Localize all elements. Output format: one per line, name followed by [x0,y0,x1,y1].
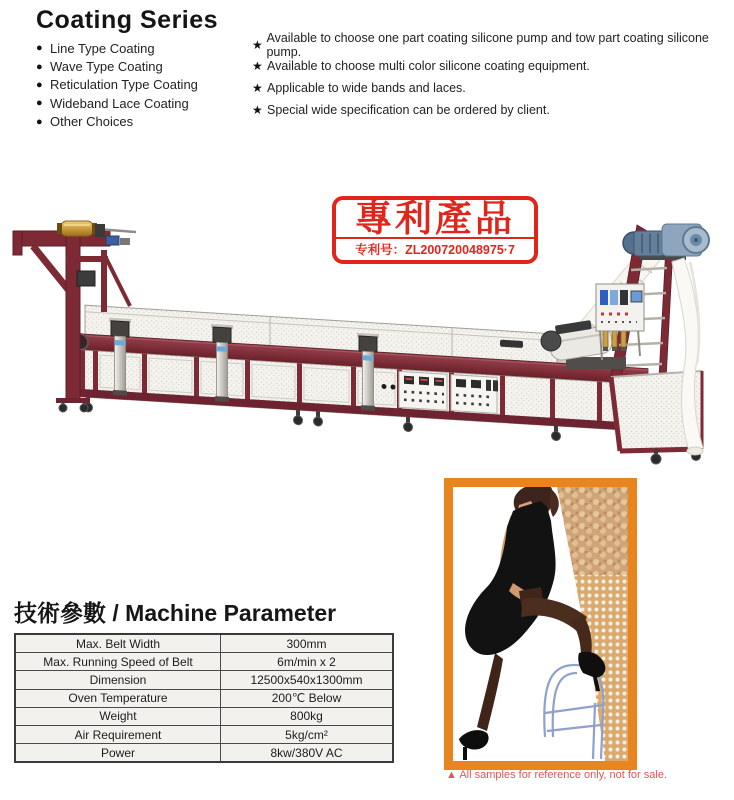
parameter-value: 12500x540x1300mm [221,671,394,689]
list-item-label: Special wide specification can be ordered by client. [267,102,550,117]
table-row [15,689,393,707]
control-cabinets [382,370,499,413]
table-row [15,725,393,743]
parameter-value: 200℃ Below [221,689,394,707]
parameter-value: 8kw/380V AC [221,744,394,763]
material-roll [60,221,94,236]
parameter-label: Max. Running Speed of Belt [15,653,221,671]
bullet-icon: ● [36,42,43,55]
list-item [252,30,730,59]
parameter-table [14,633,394,763]
star-icon: ★ [252,59,263,74]
list-item [252,99,730,121]
parameter-label: Weight [15,707,221,725]
bullet-icon: ● [36,78,43,91]
bullet-icon: ● [36,115,43,128]
star-icon: ★ [252,37,263,52]
list-item [36,39,251,57]
list-item-label: Applicable to wide bands and laces. [267,80,466,95]
star-icon: ★ [252,80,263,95]
list-item [252,77,730,99]
list-item [36,57,251,75]
bullet-icon: ● [36,60,43,73]
sample-photo-frame [444,478,637,770]
list-item-label: Available to choose multi color silicone coating equipment. [267,59,590,74]
parameter-label: Oven Temperature [15,689,221,707]
oven-handle [500,340,523,348]
parameter-value: 5kg/cm² [221,725,394,743]
parameter-value: 800kg [221,707,394,725]
patent-stamp [332,196,538,264]
list-item-label: Line Type Coating [50,40,155,56]
coating-type-list [36,39,251,131]
table-row [15,744,393,763]
list-item-label: Available to choose one part coating silicone pump and tow part coating silicone pump. [266,30,709,59]
parameter-label: Dimension [15,671,221,689]
parameter-label: Max. Belt Width [15,634,221,653]
bullet-icon: ● [36,97,43,110]
patent-number: 专利号：ZL200720048975·7 [336,237,534,260]
photo-disclaimer: ▲ All samples for reference only, not for sale. [446,769,668,781]
unwinder-motor [77,271,95,286]
list-item-label: Other Choices [50,114,134,130]
sample-photo [453,487,628,761]
table-row [15,671,393,689]
list-item-label: Wideband Lace Coating [50,95,189,111]
list-item [252,56,730,78]
table-row [15,634,393,653]
parameters-heading: 技術參數 / Machine Parameter [14,600,337,626]
list-item [36,76,251,94]
list-item-label: Reticulation Type Coating [50,77,198,93]
parameter-label: Power [15,744,221,763]
page-title: Coating Series [36,6,219,34]
table-row [15,707,393,725]
display-screen [631,291,642,302]
parameter-value: 6m/min x 2 [221,653,394,671]
table-row [15,653,393,671]
star-icon: ★ [252,102,263,117]
patent-stamp-title: 專利產品 [355,198,515,239]
parameter-label: Air Requirement [15,725,221,743]
list-item [36,94,251,112]
list-item-label: Wave Type Coating [50,59,163,75]
parameter-value: 300mm [221,634,394,653]
feature-list [252,30,730,120]
list-item [36,113,251,131]
